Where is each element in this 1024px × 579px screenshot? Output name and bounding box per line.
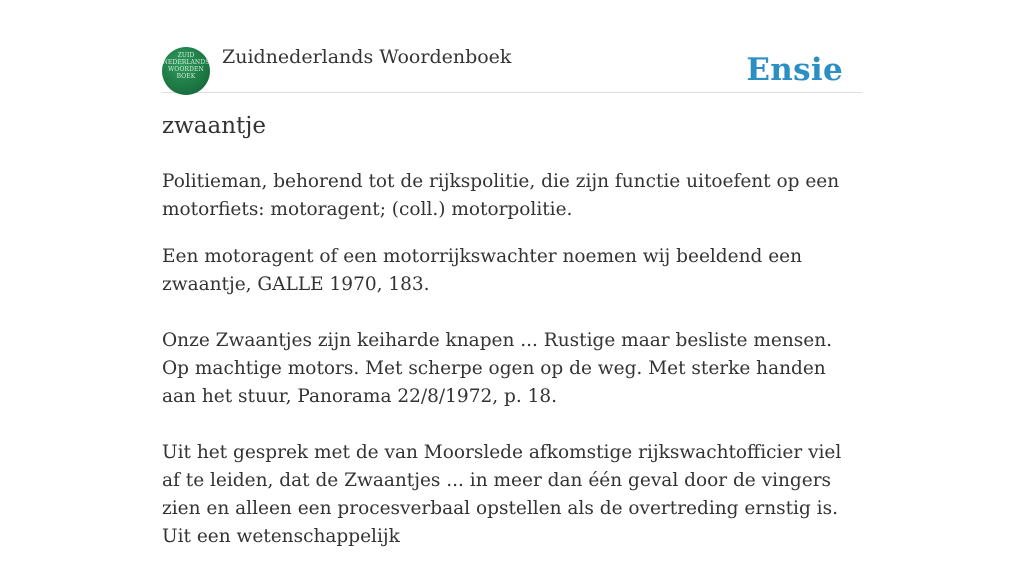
entry-quote: Een motoragent of een motorrijkswachter noemen wij beeldend een zwaantje, GALLE 1970, 183.: [162, 246, 803, 295]
entry-definition: Politieman, behorend tot de rijkspolitie, die zijn functie uitoefent op een motorfiets: motoragent; (coll.) motorpolitie.: [162, 171, 840, 220]
entry-headword: zwaantje: [162, 113, 267, 139]
ensie-brand-link[interactable]: Ensie: [746, 52, 843, 88]
dictionary-logo[interactable]: [162, 47, 210, 95]
logo-line: ZUID: [177, 52, 195, 59]
entry-content: [162, 168, 862, 579]
logo-line: NEDERLANDS: [162, 59, 210, 66]
entry-quote: Uit het gesprek met de van Moorslede afkomstige rijkswachtofficier viel af te leiden, dat de Zwaantjes ... in meer dan één geval door de vingers zien en alleen een procesverbaal opstellen als de overtreding ernstig is. Uit een wetenschappelijk: [162, 442, 842, 547]
logo-line: BOEK: [176, 73, 196, 80]
entry-quote: Onze Zwaantjes zijn keiharde knapen ... Rustige maar besliste mensen. Op machtige motors. Met scherpe ogen op de weg. Met sterke handen aan het stuur, Panorama 22/8/1972, p. 18.: [162, 330, 833, 407]
logo-lettering: [162, 52, 210, 80]
logo-line: WOORDEN: [168, 66, 204, 73]
dictionary-name-link[interactable]: Zuidnederlands Woordenboek: [222, 46, 512, 68]
site-header: [162, 44, 862, 93]
